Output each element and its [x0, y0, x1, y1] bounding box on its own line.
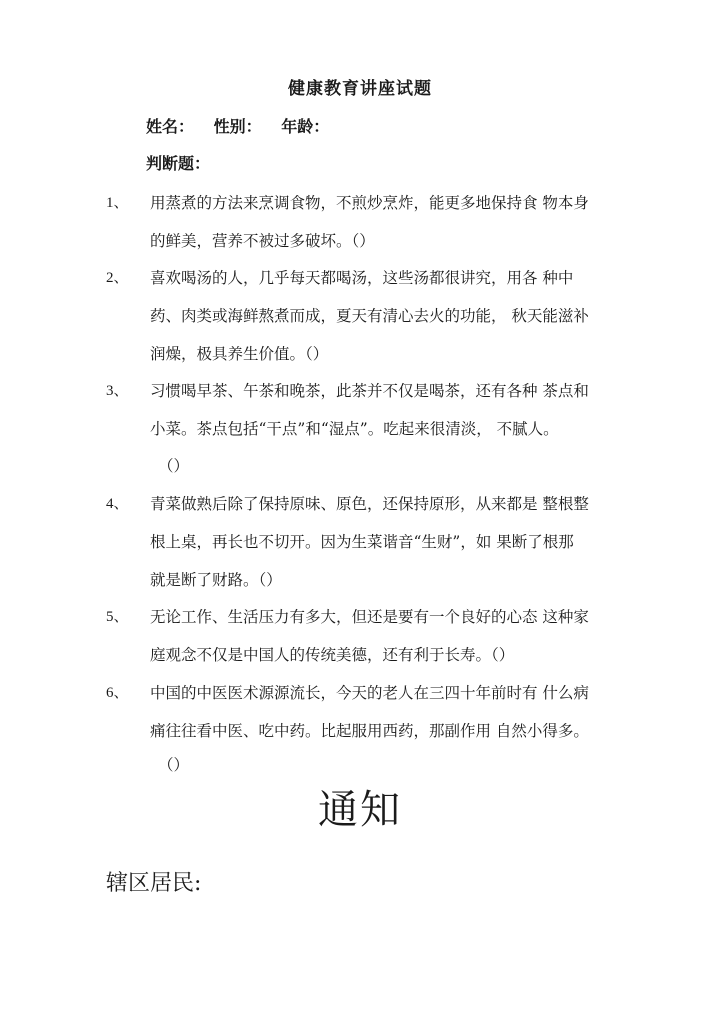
question-line: 根上桌，再长也不切开。因为生菜谐音“生财”，如 果断了根那 [150, 533, 574, 551]
question-line: 药、肉类或海鲜熬煮而成，夏天有清心去火的功能， 秋天能滋补 [150, 307, 589, 325]
question-number: 2、 [106, 270, 129, 286]
age-label: 年龄： [281, 117, 330, 136]
question-number: 1、 [106, 195, 129, 211]
question-line: 喜欢喝汤的人，几乎每天都喝汤，这些汤都很讲究，用各 种中 [150, 269, 574, 287]
question-line: 庭观念不仅是中国人的传统美德，还有利于长寿。（） [150, 646, 515, 664]
question-number: 3、 [106, 383, 129, 399]
question-line: 就是断了财路。（） [150, 571, 282, 589]
question-number: 4、 [106, 496, 129, 512]
answer-parentheses: （） [158, 756, 190, 774]
question-line: 用蒸煮的方法来烹调食物，不煎炒烹炸，能更多地保持食 物本身 [150, 194, 589, 212]
question-line: 的鲜美，营养不被过多破坏。（） [150, 232, 375, 250]
question-line: 青菜做熟后除了保持原味、原色，还保持原形，从来都是 整根整 [150, 495, 589, 513]
notice-heading: 通知 [318, 787, 402, 833]
question-line: 小菜。茶点包括“干点”和“湿点”。吃起来很清淡， 不腻人。 [150, 420, 559, 438]
question-number: 6、 [106, 685, 129, 701]
question-number: 5、 [106, 609, 129, 625]
question-line: 中国的中医医术源源流长，今天的老人在三四十年前时有 什么病 [150, 684, 589, 702]
examinee-info [146, 114, 343, 137]
answer-parentheses: （） [158, 457, 190, 475]
section-label: 判断题： [146, 154, 211, 173]
question-line: 习惯喝早茶、午茶和晚茶，此茶并不仅是喝茶，还有各种 茶点和 [150, 382, 589, 400]
gender-label: 性别： [213, 117, 262, 136]
question-line: 无论工作、生活压力有多大，但还是要有一个良好的心态 这种家 [150, 608, 589, 626]
name-label: 姓名： [146, 117, 195, 136]
question-line: 润燥，极具养生价值。（） [150, 345, 329, 363]
page-title: 健康教育讲座试题 [288, 79, 432, 99]
question-line: 痛往往看中医、吃中药。比起服用西药，那副作用 自然小得多。 [150, 722, 589, 740]
notice-addressee: 辖区居民: [106, 871, 202, 896]
